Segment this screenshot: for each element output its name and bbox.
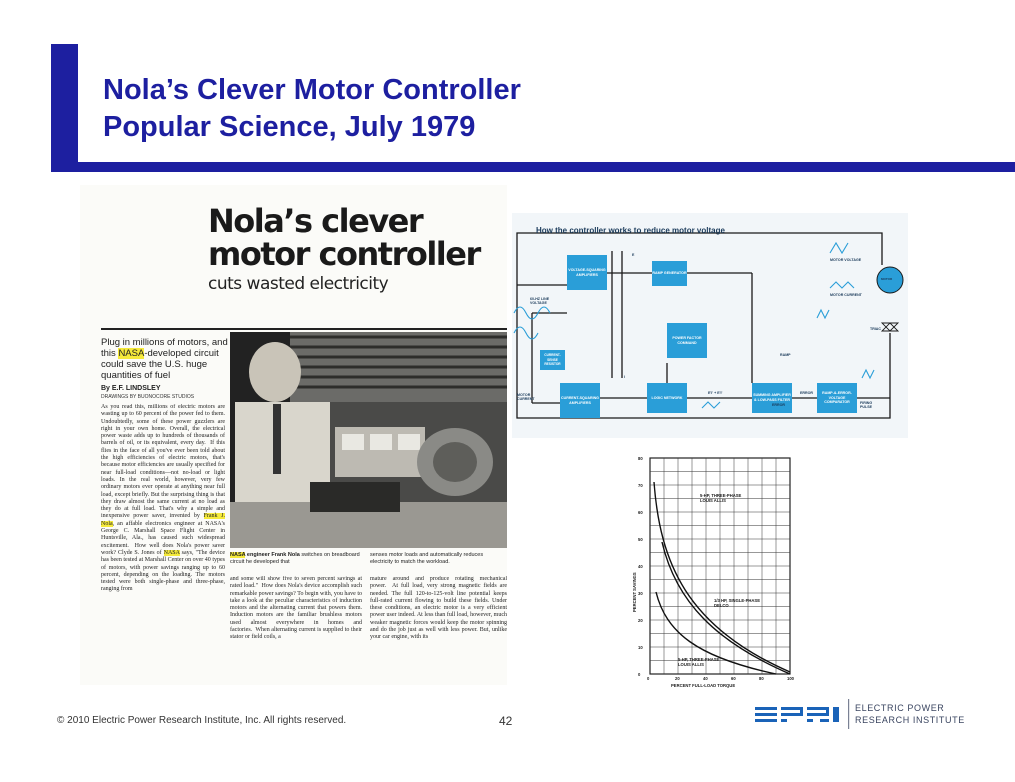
box-power-factor: POWER FACTOR COMMAND (667, 323, 707, 358)
magazine-article-page (80, 185, 507, 685)
article-headline-line-1: Nola’s clever (208, 202, 423, 240)
label-error-2: ERROR (772, 403, 785, 407)
x-tick-label: 100 (787, 676, 794, 681)
label-e: E (632, 253, 635, 257)
x-tick-label: 40 (703, 676, 708, 681)
article-rule (101, 328, 507, 330)
col1-highlight-name: Frank J. Nola (101, 513, 225, 527)
caption-col-2: senses motor loads and automatically reduces electricity to match the workload. (370, 552, 484, 565)
y-tick-label: 20 (638, 618, 643, 623)
savings-graph (626, 452, 804, 688)
logo-text-line-2: RESEARCH INSTITUTE (855, 715, 965, 725)
photo-illustration (230, 332, 507, 548)
article-column-2: and some will show five to seven percent savings at rated load." How does Nola's device accomplish such remarkable power savings? To begin with, you have to take a look at the peculiar characteristics of induction motors and the alternating current that powers them. Induction motors are the familiar brushless motors used almost everywhere in homes and factories. When alternating current is supplied to their stator or field coils, a (230, 576, 362, 641)
y-tick-label: 40 (638, 564, 643, 569)
slide-title-line-1: Nola’s Clever Motor Controller (103, 74, 521, 106)
graph-y-label: PERCENT SAVINGS (632, 572, 637, 612)
curve-label-c-2: LOUIS ALLIS (678, 662, 704, 667)
label-motor-current-left: MOTOR CURRENT (517, 393, 535, 402)
y-tick-label: 60 (638, 510, 643, 515)
caption-col-1 (230, 552, 364, 566)
box-current-squaring: CURRENT-SQUARING AMPLIFIERS (560, 383, 600, 418)
col1-text-d: says, "The device has been tested at Marshall Center on over 40 types of motors, with power savings ranging up to 60 percent, depending on the loading. The motors tested were both single-phase and three-phase, ranging from (101, 549, 225, 593)
curve-label-b-2: DELCO (714, 603, 729, 608)
y-tick-label: 80 (638, 456, 643, 461)
graph-x-label: PERCENT FULL-LOAD TORQUE (671, 683, 736, 688)
deck-highlight: NASA (118, 348, 145, 359)
copyright-notice: © 2010 Electric Power Research Institute, Inc. All rights reserved. (57, 715, 347, 726)
label-error: ERROR (800, 391, 813, 395)
y-tick-label: 50 (638, 537, 643, 542)
y-tick-label: 10 (638, 645, 643, 650)
epri-logo-mark (755, 707, 839, 722)
epri-logo-text (855, 702, 965, 726)
deck-text-1: Plug in millions of motors, and this (101, 337, 228, 359)
article-column-1 (101, 404, 225, 684)
deck-text-2: -developed circuit could save the U.S. huge quantities of fuel (101, 348, 219, 381)
article-subhead: cuts wasted electricity (208, 274, 389, 294)
x-tick-label: 0 (647, 676, 650, 681)
caption-bold-engineer: engineer Frank Nola (245, 552, 300, 558)
label-i: I (624, 375, 625, 379)
article-column-3: mature around and produce rotating mechanical power. At full load, very strong magnetic fields are needed. The full 120-to-125-volt line potential keeps full-rated current flowing to build these fields. Under these conditions, an electric motor is a very efficient power user indeed. At less than full load, however, much weaker magnetic forces would keep the motor spinning and do the job just as well with less power. But, unlike your car engine, with its (370, 576, 507, 641)
label-firing-pulse: FIRING PULSE (860, 401, 873, 410)
box-ramp-generator: RAMP GENERATOR (652, 261, 687, 286)
y-tick-label: 30 (638, 591, 643, 596)
caption-bold-nasa: NASA (230, 552, 246, 558)
slide-title (103, 72, 521, 146)
box-logic-network: LOGIC NETWORK (647, 383, 687, 413)
logo-text-line-1: ELECTRIC POWER (855, 703, 945, 713)
slide-accent-bar (51, 44, 78, 172)
curve-label-a-2: LOUIS ALLIS (700, 498, 726, 503)
col1-highlight-nasa: NASA (163, 549, 180, 556)
x-tick-label: 60 (731, 676, 736, 681)
slide-title-line-2: Popular Science, July 1979 (103, 111, 476, 143)
triac-icon (882, 323, 898, 331)
box-current-sense-resistor: CURRENT-SENSE RESISTOR (540, 350, 565, 370)
box-voltage-squaring: VOLTAGE-SQUARING AMPLIFIERS (567, 255, 607, 290)
box-ramp-comparator: RAMP-&-ERROR-VOLTAGE COMPARATOR (817, 383, 857, 413)
article-deck (101, 337, 231, 381)
label-ramp: RAMP (780, 353, 791, 357)
label-ei: E'I' + E'I' (708, 391, 723, 395)
col1-text-a: As you read this, millions of electric motors are wasting up to 60 percent of the power fed to them. Undoubtedly, some of these power guzzlers are right in your own home. Overall, the electrical power waste adds up to hundreds of thousands of barrels of oil, or its equivalent, every day. If this flies in the face of all you've ever been told about the high efficiencies of electric motors, that's because motor efficiencies are usually specified for near full-load conditions—not no-load or light loads. In the real world, however, very few ordinary motors ever operate at anything near full load, except briefly. But the surprising thing is that they draw almost the same current at no load as they do at full load. (101, 404, 225, 513)
label-motor-current-right: MOTOR CURRENT (830, 293, 862, 297)
page-number: 42 (499, 714, 513, 728)
x-tick-label: 20 (675, 676, 680, 681)
box-summing-amplifier: SUMMING AMPLIFIER & LOW-PASS FILTER (752, 383, 792, 413)
article-byline: By E.F. LINDSLEY (101, 385, 161, 392)
diagram-title: How the controller works to reduce motor voltage (536, 226, 725, 235)
title-underline-rule (78, 162, 1015, 172)
label-motor-voltage: MOTOR VOLTAGE (830, 258, 862, 262)
curve-label-c-1: 5-HP, THREE-PHASE (678, 657, 720, 662)
curve-label-a-1: 5-HP, THREE-PHASE (700, 493, 742, 498)
label-triac: TRIAC (870, 327, 881, 331)
article-photo (230, 332, 507, 548)
article-drawings-credit: DRAWINGS BY BUONOCORE STUDIOS (101, 394, 195, 400)
caption-text-1: switches on breadboard circuit he developed that (230, 552, 360, 565)
curve-label-b-1: 1/3 HP, SINGLE-PHASE (714, 598, 760, 603)
col1-text-c: , an affable electronics engineer at NASA's George C. Marshall Space Flight Center in Huntsville, Ala., has caused such widespread excitement. How well does Nola's power saver work? Clyde S. Jones of (101, 520, 225, 556)
y-tick-label: 0 (638, 672, 641, 677)
article-headline-line-2: motor controller (208, 235, 480, 273)
x-tick-label: 80 (759, 676, 764, 681)
col1-text-b: That's why a simple and inexpensive power saver, invented by (101, 506, 225, 520)
article-headline (208, 202, 480, 273)
motor-label: MOTOR (881, 277, 893, 281)
label-line-voltage: 60-HZ LINE VOLTAGE (530, 297, 550, 306)
y-tick-label: 70 (638, 483, 643, 488)
graph-plot (626, 452, 804, 688)
controller-block-diagram (512, 213, 908, 438)
